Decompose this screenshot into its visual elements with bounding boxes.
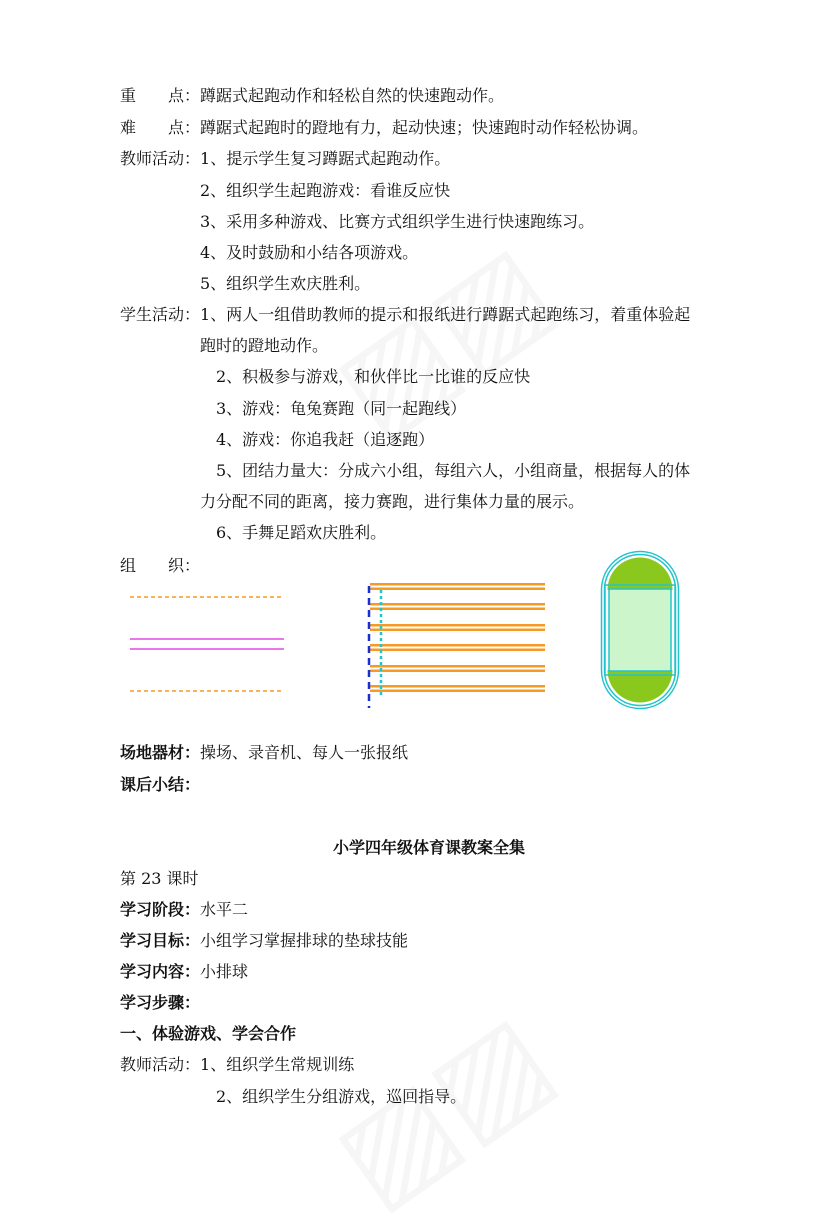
focus-text: 蹲踞式起跑动作和轻松自然的快速跑动作。 <box>200 86 505 105</box>
teacher-item: 5、组织学生欢庆胜利。 <box>200 274 371 293</box>
goal-row <box>120 931 408 951</box>
watermark <box>311 988 576 1231</box>
venue-label: 场地器材： <box>120 743 201 762</box>
page-title: 小学四年级体育课教案全集 <box>333 838 526 857</box>
difficulty-text: 蹲踞式起跑时的蹬地有力，起动快速；快速跑时动作轻松协调。 <box>200 118 649 137</box>
teacher-item: 4、及时鼓励和小结各项游戏。 <box>200 243 419 262</box>
lane <box>370 624 545 631</box>
focus-label: 重 点： <box>120 86 201 105</box>
diagram-track <box>600 550 680 710</box>
student-item: 1、两人一组借助教师的提示和报纸进行蹲踞式起跑练习，着重体验起 <box>200 305 691 324</box>
goal-text: 小组学习掌握排球的垫球技能 <box>200 931 409 950</box>
student-item: 3、游戏：龟兔赛跑（同一起跑线） <box>216 399 467 418</box>
student-row <box>120 305 690 325</box>
teacher-item: 3、采用多种游戏、比赛方式组织学生进行快速跑练习。 <box>200 212 595 231</box>
lane <box>370 665 545 672</box>
diagram-start-lines <box>128 590 288 700</box>
goal-label: 学习目标： <box>120 931 201 950</box>
teacher-item: 1、组织学生常规训练 <box>200 1055 355 1074</box>
teacher-label: 教师活动： <box>120 149 201 168</box>
difficulty-row <box>120 118 648 138</box>
teacher-item: 2、组织学生起跑游戏：看谁反应快 <box>200 181 451 200</box>
summary-label: 课后小结： <box>120 775 201 794</box>
content-row <box>120 962 248 982</box>
teacher-row <box>120 1055 354 1075</box>
student-item-cont: 力分配不同的距离，接力赛跑，进行集体力量的展示。 <box>200 492 585 511</box>
student-item: 6、手舞足蹈欢庆胜利。 <box>216 523 387 542</box>
part1-title: 一、体验游戏、学会合作 <box>120 1024 297 1043</box>
teacher-item: 1、提示学生复习蹲踞式起跑动作。 <box>200 149 451 168</box>
content-text: 小排球 <box>200 962 249 981</box>
student-item: 2、积极参与游戏，和伙伴比一比谁的反应快 <box>216 367 531 386</box>
field <box>609 589 671 671</box>
stage-text: 水平二 <box>200 900 249 919</box>
teacher-label: 教师活动： <box>120 1055 201 1074</box>
venue-row <box>120 743 408 763</box>
student-item: 4、游戏：你追我赶（追逐跑） <box>216 430 435 449</box>
lesson-number: 第 23 课时 <box>120 869 199 888</box>
content-label: 学习内容： <box>120 962 201 981</box>
difficulty-label: 难 点： <box>120 118 201 137</box>
steps-label: 学习步骤： <box>120 993 201 1012</box>
teacher-item: 2、组织学生分组游戏，巡回指导。 <box>216 1087 467 1106</box>
lane <box>370 644 545 651</box>
org-label: 组 织： <box>120 556 201 575</box>
lane <box>370 603 545 610</box>
venue-text: 操场、录音机、每人一张报纸 <box>200 743 409 762</box>
diagram-lanes <box>364 578 549 710</box>
student-item: 5、团结力量大：分成六小组，每组六人，小组商量，根据每人的体 <box>216 461 691 480</box>
stage-row <box>120 900 248 920</box>
stage-label: 学习阶段： <box>120 900 201 919</box>
teacher-row <box>120 149 450 169</box>
student-item-cont: 跑时的蹬地动作。 <box>200 336 329 355</box>
focus-row <box>120 86 504 106</box>
student-label: 学生活动： <box>120 305 201 324</box>
lane <box>370 685 545 692</box>
lane <box>370 583 545 590</box>
